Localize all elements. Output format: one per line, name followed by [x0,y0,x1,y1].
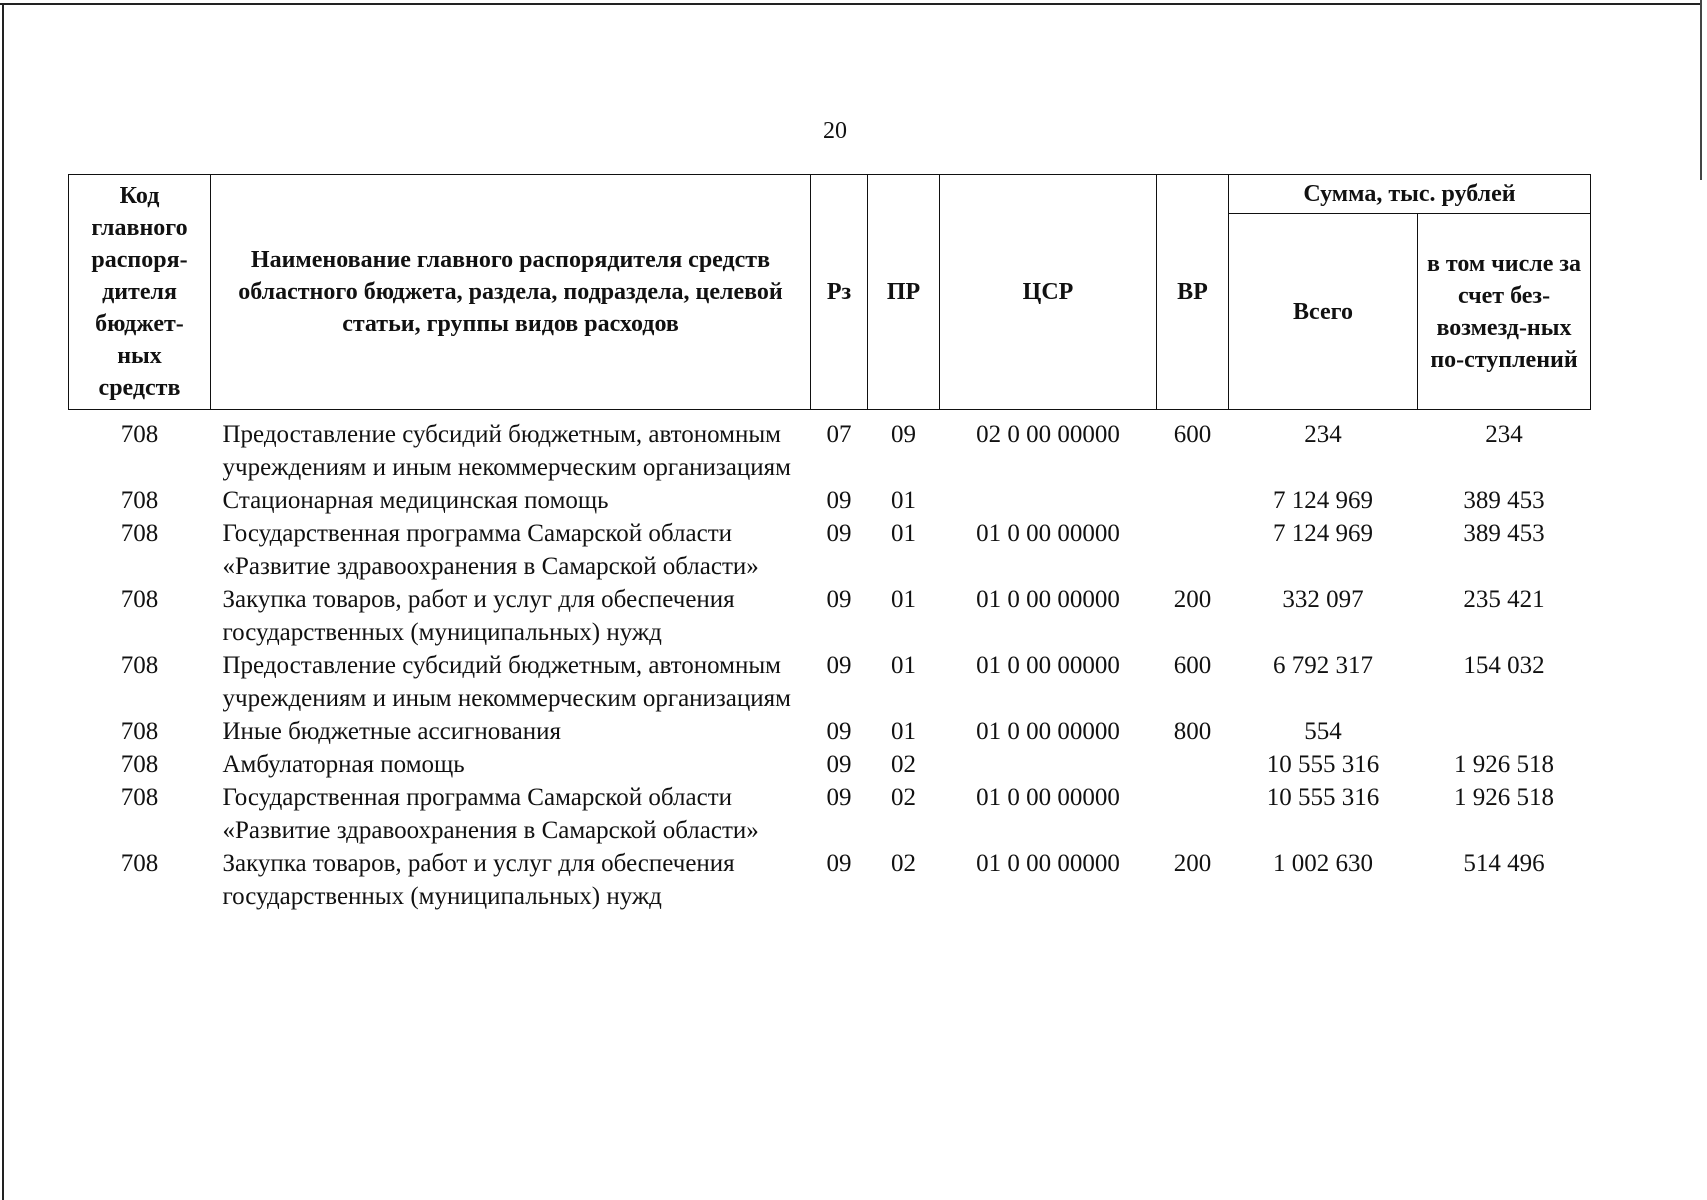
row-vr [1157,748,1229,781]
row-code: 708 [120,652,159,679]
table-row [69,649,1591,715]
header-csr: ЦСР [940,175,1157,410]
row-code: 708 [120,586,159,613]
row-name: Стационарная медицинская помощь [222,487,609,514]
table-row [69,410,1591,485]
row-code: 708 [120,751,159,778]
row-free: 389 453 [1463,487,1545,514]
row-pr: 01 [891,718,916,745]
row-csr [940,484,1157,517]
header-total: Всего [1229,214,1418,410]
row-code: 708 [120,850,159,877]
table-row [69,748,1591,781]
row-rz: 07 [826,421,852,448]
row-vr [1157,517,1229,583]
row-csr: 01 0 00 00000 [976,520,1120,547]
header-rz: Рз [811,175,868,410]
table-row [69,484,1591,517]
row-csr: 01 0 00 00000 [976,850,1120,877]
row-name: Иные бюджетные ассигнования [222,718,562,745]
header-vr: ВР [1157,175,1229,410]
row-csr [940,748,1157,781]
row-free: 389 453 [1463,520,1545,547]
row-rz: 09 [826,850,852,877]
row-csr: 01 0 00 00000 [976,652,1120,679]
row-pr: 01 [891,652,916,679]
row-vr: 200 [1173,586,1212,613]
row-free: 234 [1485,421,1523,448]
header-pr: ПР [868,175,940,410]
row-name: Предоставление субсидий бюджетным, автономным учреждениям и иным некоммерческим организациям [222,652,791,712]
row-pr: 01 [891,586,916,613]
row-csr: 01 0 00 00000 [976,784,1120,811]
row-rz: 09 [826,751,852,778]
row-name: Государственная программа Самарской области «Развитие здравоохранения в Самарской области» [222,520,759,580]
row-code: 708 [120,520,159,547]
row-rz: 09 [826,784,852,811]
row-total: 7 124 969 [1273,520,1373,547]
table-row [69,583,1591,649]
page-number: 20 [823,118,847,144]
table-row [69,715,1591,748]
row-vr: 600 [1173,421,1212,448]
header-free: в том числе за счет без-возмезд-ных по-ступлений [1418,214,1591,410]
row-name: Закупка товаров, работ и услуг для обеспечения государственных (муниципальных) нужд [222,586,735,646]
row-pr: 02 [891,850,916,877]
row-name: Амбулаторная помощь [222,751,465,778]
row-vr [1157,484,1229,517]
row-free: 235 421 [1463,586,1545,613]
row-pr: 09 [891,421,916,448]
row-code: 708 [120,718,159,745]
row-total: 234 [1304,421,1342,448]
row-total: 10 555 316 [1266,784,1380,811]
row-vr: 600 [1173,652,1212,679]
header-sum: Сумма, тыс. рублей [1229,175,1591,214]
row-csr: 01 0 00 00000 [976,586,1120,613]
row-total: 554 [1304,718,1342,745]
row-pr: 01 [891,487,916,514]
row-vr [1157,781,1229,847]
row-pr: 02 [891,751,916,778]
row-name: Закупка товаров, работ и услуг для обеспечения государственных (муниципальных) нужд [222,850,735,910]
row-free: 1 926 518 [1454,784,1554,811]
header-code: Код главного распоря-дителя бюджет-ных средств [69,175,211,410]
row-total: 1 002 630 [1273,850,1373,877]
table-row [69,781,1591,847]
row-rz: 09 [826,652,852,679]
row-code: 708 [120,421,159,448]
row-vr: 200 [1173,850,1212,877]
row-code: 708 [120,784,159,811]
table-row [69,847,1591,913]
row-pr: 01 [891,520,916,547]
scan-edge-left [2,3,4,1200]
budget-table [68,174,1591,913]
row-total: 7 124 969 [1273,487,1373,514]
row-rz: 09 [826,487,852,514]
row-rz: 09 [826,586,852,613]
row-free: 154 032 [1463,652,1545,679]
row-total: 10 555 316 [1266,751,1380,778]
row-free: 514 496 [1463,850,1545,877]
row-pr: 02 [891,784,916,811]
row-rz: 09 [826,520,852,547]
row-total: 6 792 317 [1273,652,1373,679]
row-free: 1 926 518 [1454,751,1554,778]
row-free [1418,715,1591,748]
row-total: 332 097 [1282,586,1364,613]
scan-edge-top [0,3,1700,5]
table-row [69,517,1591,583]
scan-edge-right [1700,0,1702,180]
header-name: Наименование главного распорядителя средств областного бюджета, раздела, подраздела, целевой статьи, группы видов расходов [211,175,811,410]
row-csr: 01 0 00 00000 [976,718,1120,745]
row-vr: 800 [1173,718,1212,745]
row-name: Предоставление субсидий бюджетным, автономным учреждениям и иным некоммерческим организациям [222,421,791,481]
row-name: Государственная программа Самарской области «Развитие здравоохранения в Самарской области» [222,784,759,844]
row-code: 708 [120,487,159,514]
row-rz: 09 [826,718,852,745]
row-csr: 02 0 00 00000 [976,421,1120,448]
